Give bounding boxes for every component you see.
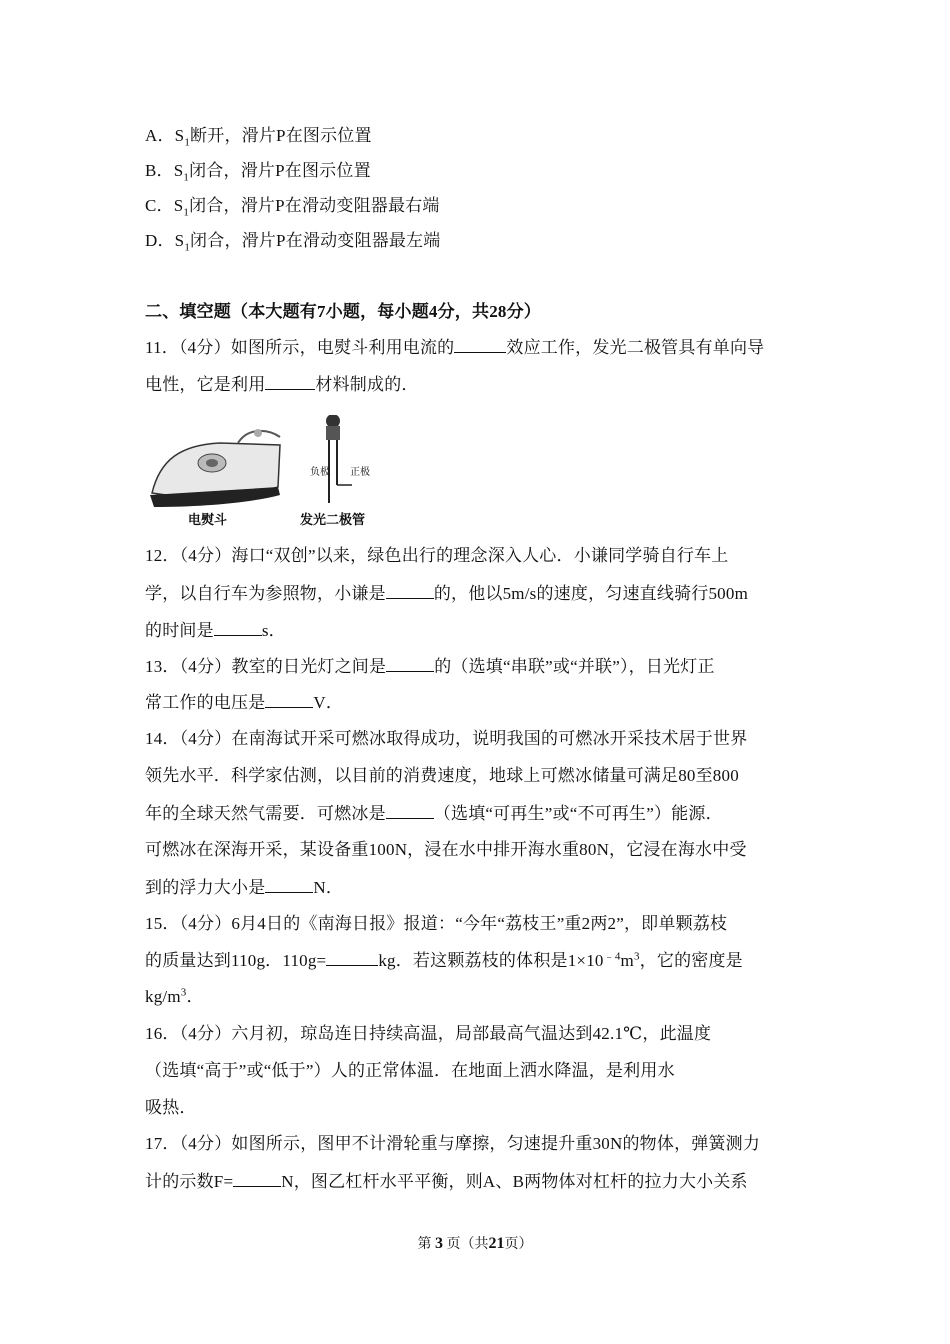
q14-text: 到的浮力大小是 [145, 878, 266, 897]
electric-iron-icon [150, 429, 280, 507]
q13-line2 [145, 690, 810, 715]
option-d [145, 229, 810, 253]
option-a-letter: A．S [145, 126, 185, 145]
answer-blank[interactable] [233, 1169, 281, 1187]
q15-exponent: 3 [180, 986, 187, 999]
q12-text: 学，以自行车为参照物，小谦是 [145, 584, 386, 603]
q14-text: 年的全球天然气需要．可燃冰是 [145, 804, 386, 823]
answer-blank[interactable] [265, 875, 313, 893]
q14-line3 [145, 801, 810, 826]
q12-text: 的，他以5m/s的速度，匀速直线骑行500m [433, 584, 748, 603]
q14-line2: 领先水平．科学家估测，以目前的消费速度，地球上可燃冰储量可满足80至800 [145, 766, 739, 785]
q17-line2 [145, 1169, 810, 1194]
q12-text: 的时间是 [145, 621, 214, 640]
q14-text: （选填“可再生”或“不可再生”）能源． [433, 804, 723, 823]
option-a-text: 断开，滑片P在图示位置 [190, 126, 372, 145]
option-c-letter: C．S [145, 196, 184, 215]
q11-line2 [145, 372, 810, 397]
total-pages: 21 [488, 1235, 505, 1252]
q11-text: 电性，它是利用 [145, 375, 266, 394]
q13-text: V． [313, 693, 344, 712]
q12-line2 [145, 581, 810, 606]
q16-line3: 吸热． [145, 1098, 197, 1117]
option-c-sub: 1 [183, 206, 190, 219]
section-title: 二、填空题（本大题有7小题，每小题4分，共28分） [145, 302, 541, 321]
q15-exponent: 3 [633, 950, 640, 963]
q13-text: 的（选填“串联”或“并联”），日光灯正 [434, 657, 715, 676]
q15-text: kg/m [145, 987, 181, 1006]
footer-text: 页） [504, 1237, 533, 1252]
option-b [145, 159, 810, 183]
option-d-text: 闭合，滑片P在滑动变阻器最左端 [190, 231, 441, 250]
page-number: 3 [435, 1235, 443, 1252]
q13-line1 [145, 654, 810, 679]
q15-exponent: ﹣4 [603, 950, 621, 963]
answer-blank[interactable] [386, 581, 434, 599]
option-c-text: 闭合，滑片P在滑动变阻器最右端 [189, 196, 440, 215]
q15-text: 的质量达到110g．110g= [145, 951, 327, 970]
answer-blank[interactable] [386, 801, 434, 819]
iron-caption: 电熨斗 [188, 512, 228, 527]
q14-line1: 14．（4分）在南海试开采可燃冰取得成功，说明我国的可燃冰开采技术居于世界 [145, 729, 748, 748]
q16-line2: （选填“高于”或“低于”）人的正常体温．在地面上洒水降温，是利用水 [145, 1061, 675, 1080]
option-b-text: 闭合，滑片P在图示位置 [189, 161, 371, 180]
led-negative-label: 负极 [310, 467, 330, 478]
q14-line5 [145, 875, 810, 900]
answer-blank[interactable] [326, 948, 378, 966]
led-caption: 发光二极管 [300, 512, 366, 527]
q15-line1: 15．（4分）6月4日的《南海日报》报道：“今年“荔枝王”重2两2”，即单颗荔枝 [145, 914, 728, 933]
page-footer [0, 1233, 950, 1253]
q13-text: 常工作的电压是 [145, 693, 266, 712]
q15-text: ，它的密度是 [639, 951, 743, 970]
q12-line3 [145, 618, 810, 643]
q15-text: m [620, 951, 634, 970]
q15-text: ． [186, 987, 204, 1006]
q14-line4: 可燃冰在深海开采，某设备重100N，浸在水中排开海水重80N，它浸在海水中受 [145, 840, 747, 859]
q11-text: 效应工作，发光二极管具有单向导 [506, 338, 765, 357]
option-a-sub: 1 [184, 136, 191, 149]
answer-blank[interactable] [265, 372, 315, 390]
q11-text: 11．（4分）如图所示，电熨斗利用电流的 [145, 338, 455, 357]
answer-blank[interactable] [265, 690, 313, 708]
option-b-letter: B．S [145, 161, 184, 180]
q12-line1: 12．（4分）海口“双创”以来，绿色出行的理念深入人心．小谦同学骑自行车上 [145, 546, 729, 565]
q16-line1: 16．（4分）六月初，琼岛连日持续高温，局部最高气温达到42.1℃，此温度 [145, 1024, 712, 1043]
q11-line1 [145, 335, 810, 360]
q13-text: 13．（4分）教室的日光灯之间是 [145, 657, 387, 676]
answer-blank[interactable] [454, 335, 506, 353]
answer-blank[interactable] [214, 618, 262, 636]
q15-text: kg．若这颗荔枝的体积是1×10 [378, 951, 604, 970]
q15-line3 [145, 985, 810, 1009]
q11-text: 材料制成的． [315, 375, 419, 394]
footer-text: 页（共 [446, 1237, 489, 1252]
option-c [145, 194, 810, 218]
led-diode-icon [326, 415, 352, 503]
q11-figure [150, 415, 390, 530]
footer-text: 第 [417, 1237, 432, 1252]
q12-text: s． [261, 621, 286, 640]
answer-blank[interactable] [386, 654, 434, 672]
led-positive-label: 正极 [350, 467, 370, 478]
q17-text: N，图乙杠杆水平平衡，则A、B两物体对杠杆的拉力大小关系 [281, 1172, 748, 1191]
q17-text: 计的示数F= [145, 1172, 234, 1191]
option-a [145, 124, 810, 148]
q15-line2 [145, 948, 810, 973]
option-d-sub: 1 [184, 241, 191, 254]
option-d-letter: D．S [145, 231, 185, 250]
q14-text: N． [313, 878, 344, 897]
q17-line1: 17．（4分）如图所示，图甲不计滑轮重与摩擦，匀速提升重30N的物体，弹簧测力 [145, 1134, 761, 1153]
option-b-sub: 1 [183, 171, 190, 184]
